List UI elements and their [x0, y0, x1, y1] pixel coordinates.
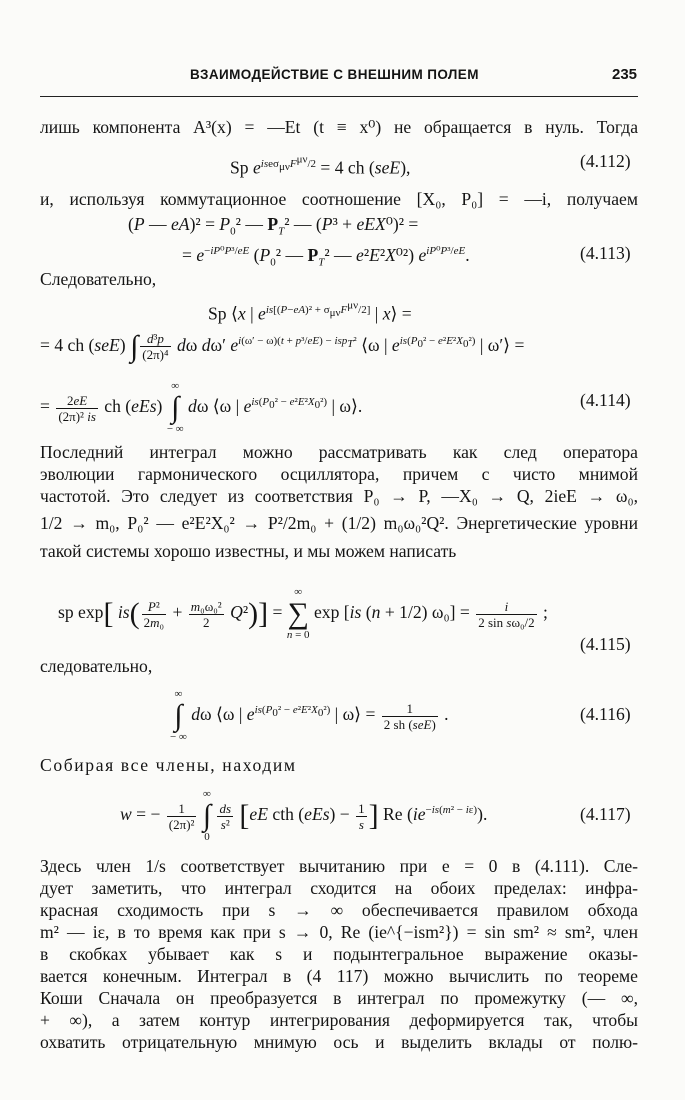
paragraph-line: 1/2 → m₀, P₀² — e²E²X₀² → P²/2m₀ + (1/2) m₀ω₀²Q². Энергетические уровни	[40, 513, 638, 533]
paragraph-line: Собирая все члены, находим	[40, 755, 297, 775]
paragraph-line: Здесь член 1/s соответствует вычитанию при e = 0 в (4.111). Сле-	[40, 856, 638, 876]
paragraph-line: такой системы хорошо известны, и мы можем написать	[40, 541, 457, 561]
paragraph-line: частотой. Это следует из соответствия P₀ → P, —X₀ → Q, 2ieE → ω₀,	[40, 486, 638, 506]
equation-4-117: w = − $\frac{1}{\text{(2π)²}}$ ∞ ∫ 0 $\frac{ds}{\text{s²}}$ [eE cth (eEs) − $\frac{1}{s}$ ] Re $(ie^{-is(m^2 - i\varepsilon)})$.	[120, 788, 488, 843]
paragraph-line: следовательно,	[40, 656, 153, 676]
paragraph-line: лишь компонента A³(x) = —Et (t ≡ x⁰) не обращается в нуль. Тогда	[40, 117, 638, 137]
paragraph-line: охватить отрицательную мнимую ось и выделить вклады от полю-	[40, 1032, 638, 1052]
paragraph-line: и, используя коммутационное соотношение [X₀, P₀] = —i, получаем	[40, 189, 638, 209]
equation-4-112: Sp $e^{ise\sigma_{\mu\nu}F^{\mu\nu}/2} = 4$ ch (seE),	[230, 153, 411, 178]
equation-number-4-117: (4.117)	[580, 804, 631, 824]
paragraph-line: вается конечным. Интеграл в (4 117) можно вычислить по теореме	[40, 966, 638, 986]
page-number: 235	[612, 66, 638, 83]
equation-number-4-115: (4.115)	[580, 634, 631, 654]
equation-4-116: ∞ ∫ − ∞ dω ⟨ω | $e^{is(P_0^2 - e^2E^2X_0^2)}$ | ω⟩ = $\frac{1}{\text{2 sh (seE)}}$ .	[170, 688, 449, 743]
equation-4-114-line3: = $\frac{2eE}{\text{(2π)² is}}$ ch (eEs) ∞ ∫ − ∞ dω ⟨ω | $e^{is(P_0^2 - e^2E^2X_0^2)}$ | ω⟩.	[40, 380, 363, 435]
equation-4-113-line1: (P — $eA)^2 = P_0^2$ — $P_T^2$ — (P³ + eEX⁰)² =	[128, 214, 419, 238]
equation-4-114-line2: = 4 ch (seE) ∫ $\frac{\text{d³p}}{\text{(2π)⁴}}$ dω dω′ $e^{i(\omega' - \omega)(t + p^3/eE) - isp_T^2}$ ⟨ω | $e^{is(P_0^2 - e^2E^2X_0^2)}$ | ω′⟩ =	[40, 329, 525, 363]
equation-number-4-113: (4.113)	[580, 243, 631, 263]
equation-number-4-116: (4.116)	[580, 704, 631, 724]
equation-4-113-line2: = $e^{-iP^0P^3/eE}$ ($P_0^2$ — $P_T^2$ — e²E²X⁰²) $e^{iP^0P^3/eE}$.	[182, 244, 470, 269]
equation-4-115: sp exp[ is( $\frac{\text{P²}}{\text{2m₀}}$ + $\frac{\text{m₀ω₀²}}{2}$ Q²)] = ∞ ∑ n = 0 exp [is (n + 1/2) ω₀] = $\frac{i}{\text{2 sin sω₀/2}}$ ;	[58, 586, 548, 641]
paragraph-line: Следовательно,	[40, 269, 157, 289]
equation-number-4-112: (4.112)	[580, 151, 631, 171]
equation-4-114-line1: Sp ⟨x | $e^{is[(P-eA)^2 + \sigma_{\mu\nu}F^{\mu\nu}/2]}$ | x⟩ =	[208, 299, 412, 324]
paragraph-line: m² — iε, в то время как при s → 0, Re (ie^{−ism²}) = sin sm² ≈ sm², член	[40, 922, 638, 942]
paragraph-line: дует заметить, что интеграл сходится на обоих пределах: инфра-	[40, 878, 638, 898]
paragraph-line: + ∞), а затем контур интегрирования деформируется так, чтобы	[40, 1010, 638, 1030]
running-title: ВЗАИМОДЕЙСТВИЕ С ВНЕШНИМ ПОЛЕМ	[190, 67, 479, 82]
paragraph-line: Коши Сначала он преобразуется в интеграл по промежутку (— ∞,	[40, 988, 638, 1008]
paragraph-line: в скобках убывает как s и подынтегральное выражение оказы-	[40, 944, 638, 964]
paragraph-line: эволюции гармонического осциллятора, причем с чисто мнимой	[40, 464, 638, 484]
equation-number-4-114: (4.114)	[580, 390, 631, 410]
paragraph-line: Последний интеграл можно рассматривать как след оператора	[40, 442, 638, 462]
header-rule	[40, 96, 638, 97]
paragraph-line: красная сходимость при s → ∞ обеспечивается правилом обхода	[40, 900, 638, 920]
